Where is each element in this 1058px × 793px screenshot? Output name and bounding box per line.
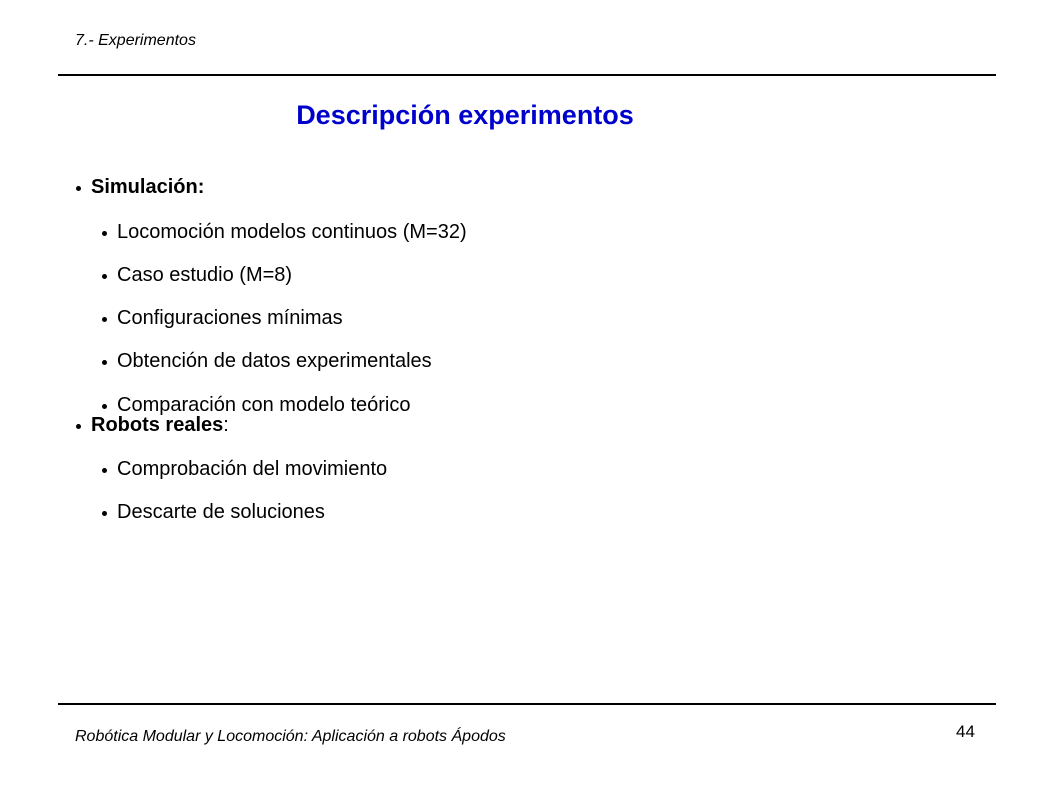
bullet-dot-icon xyxy=(102,360,107,365)
list-item-text: Configuraciones mínimas xyxy=(117,307,343,329)
slide-title: Descripción experimentos xyxy=(296,100,634,130)
list-item-text: Caso estudio (M=8) xyxy=(117,264,293,286)
bullet-heading-simulacion: Simulación: xyxy=(91,176,205,198)
footer-title: Robótica Modular y Locomoción: Aplicación a robots Ápodos xyxy=(75,728,506,745)
list-item xyxy=(102,307,343,330)
bullet-dot-icon xyxy=(76,186,81,191)
bullet-dot-icon xyxy=(76,424,81,429)
list-item-text: Comprobación del movimiento xyxy=(117,458,388,480)
section-label: 7.- Experimentos xyxy=(75,32,196,49)
bullet-heading-colon: : xyxy=(223,414,229,436)
list-item xyxy=(102,264,292,287)
bullet-simulacion xyxy=(76,176,204,199)
bottom-divider xyxy=(58,703,996,705)
list-item-text: Obtención de datos experimentales xyxy=(117,350,432,372)
list-item xyxy=(102,458,387,481)
bullet-robots xyxy=(76,414,229,437)
list-item xyxy=(102,221,467,244)
bullet-heading-robots: Robots reales xyxy=(91,414,224,436)
bullet-dot-icon xyxy=(102,468,107,473)
list-item-text: Comparación con modelo teórico xyxy=(117,394,411,416)
bullet-dot-icon xyxy=(102,404,107,409)
list-item xyxy=(102,350,432,373)
list-item-text: Descarte de soluciones xyxy=(117,501,325,523)
list-item xyxy=(102,501,325,524)
bullet-dot-icon xyxy=(102,274,107,279)
bullet-dot-icon xyxy=(102,317,107,322)
page-number: 44 xyxy=(956,722,975,741)
bullet-dot-icon xyxy=(102,231,107,236)
bullet-dot-icon xyxy=(102,511,107,516)
list-item-text: Locomoción modelos continuos (M=32) xyxy=(117,221,467,243)
top-divider xyxy=(58,74,996,76)
